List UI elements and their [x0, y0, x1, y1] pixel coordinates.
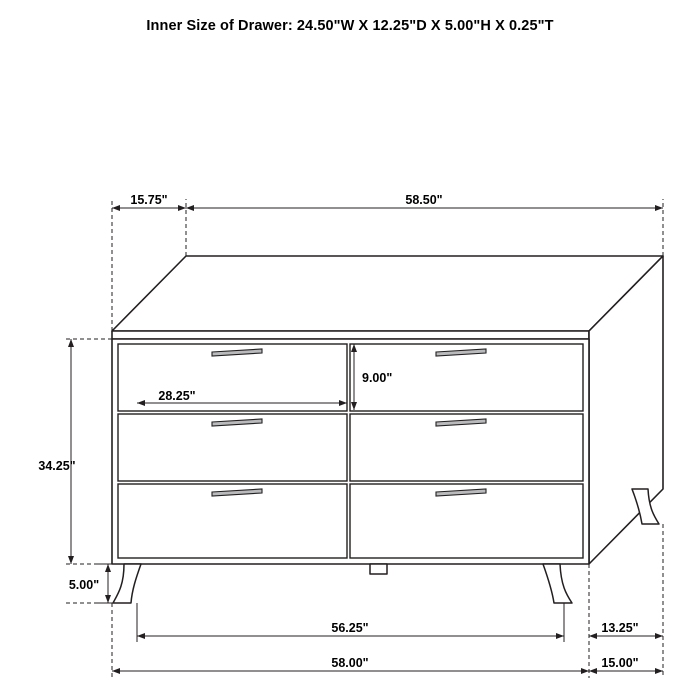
arrow-leg-height-bottom — [105, 595, 111, 603]
page-title: Inner Size of Drawer: 24.50"W X 12.25"D X 5.00"H X 0.25"T — [146, 18, 554, 34]
label-leg-height: 5.00" — [68, 578, 100, 592]
label-front-inner-width: 56.25" — [331, 621, 369, 635]
arrow-width-top-left — [186, 205, 194, 211]
leg-front-right — [543, 564, 572, 603]
arrow-front-inner-left — [137, 633, 145, 639]
arrow-front-inner-right — [556, 633, 564, 639]
arrow-total-depth-right — [655, 668, 663, 674]
label-width-top: 58.50" — [405, 193, 443, 207]
arrow-front-width-right — [581, 668, 589, 674]
arrow-leg-height-top — [105, 564, 111, 572]
center-foot — [370, 564, 387, 574]
arrow-width-top-right — [655, 205, 663, 211]
arrow-case-height-bottom — [68, 556, 74, 564]
arrow-depth-right — [178, 205, 186, 211]
arrow-case-height-top — [68, 339, 74, 347]
label-drawer-width: 28.25" — [158, 389, 196, 403]
label-depth-top-left: 15.75" — [130, 193, 168, 207]
top-panel — [112, 256, 663, 331]
arrow-side-depth-left — [589, 633, 597, 639]
arrow-front-width-left — [112, 668, 120, 674]
arrow-side-depth-right — [655, 633, 663, 639]
arrow-depth-left — [112, 205, 120, 211]
label-front-width: 58.00" — [331, 656, 369, 670]
top-panel-edge — [112, 331, 589, 339]
arrow-total-depth-left — [589, 668, 597, 674]
label-case-height: 34.25" — [38, 459, 76, 473]
label-total-depth: 15.00" — [601, 656, 639, 670]
drawer-bottom-right — [350, 484, 583, 558]
drawer-fronts — [118, 344, 583, 558]
leg-front-left — [113, 564, 141, 603]
label-side-depth-right: 13.25" — [601, 621, 639, 635]
label-drawer-height: 9.00" — [362, 371, 393, 385]
